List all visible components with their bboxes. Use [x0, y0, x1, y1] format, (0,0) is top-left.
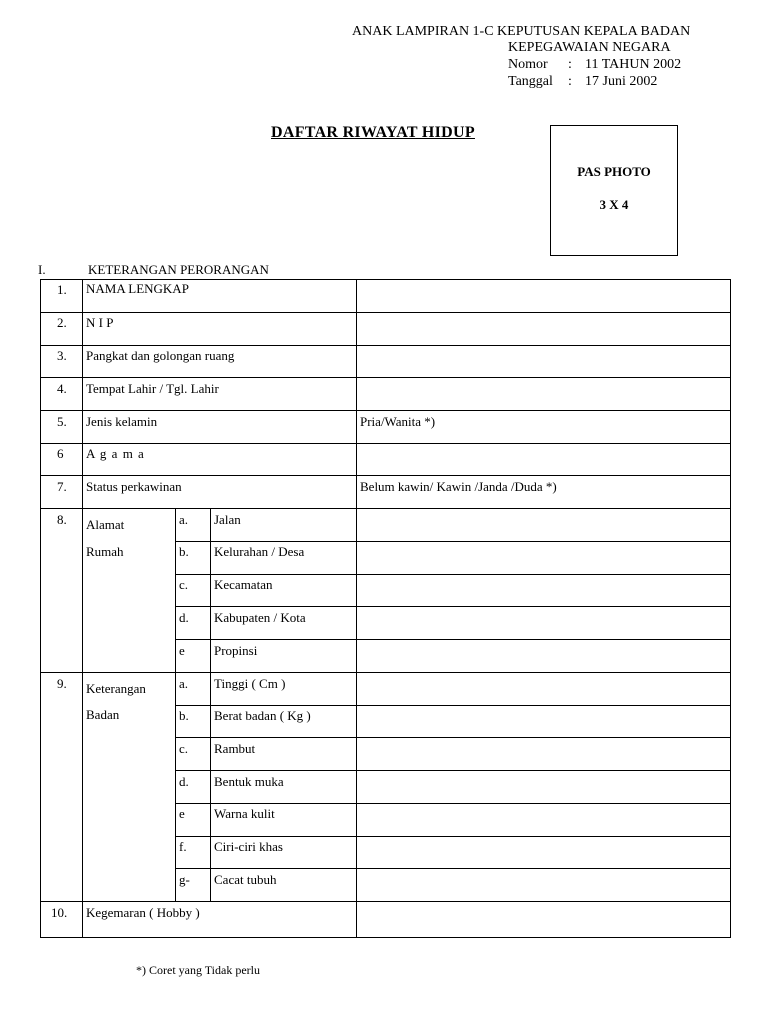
sub-label-tinggi: Tinggi ( Cm ) — [214, 676, 286, 691]
row-divider — [175, 770, 730, 771]
photo-size: 3 X 4 — [599, 197, 629, 212]
row-divider — [40, 410, 730, 411]
row-divider — [40, 672, 730, 673]
header-line-2: KEPEGAWAIAN NEGARA — [508, 40, 671, 55]
sub-label-kabupaten: Kabupaten / Kota — [214, 610, 306, 625]
sub-label-ciri-khas: Ciri-ciri khas — [214, 839, 283, 854]
row-divider — [175, 803, 730, 804]
column-divider — [175, 508, 176, 901]
row-divider — [40, 475, 730, 476]
photo-box — [550, 125, 678, 256]
photo-label: PAS PHOTO — [577, 164, 651, 179]
row-divider — [40, 443, 730, 444]
row-number: 3. — [57, 348, 67, 363]
sub-letter: d. — [179, 610, 189, 625]
row-divider — [40, 345, 730, 346]
sub-label-cacat-tubuh: Cacat tubuh — [214, 872, 277, 887]
sub-label-rambut: Rambut — [214, 741, 256, 756]
row-divider — [40, 508, 730, 509]
row-label-pangkat: Pangkat dan golongan ruang — [86, 348, 235, 363]
gender-options: Pria/Wanita *) — [360, 414, 436, 429]
sub-letter: g- — [179, 872, 190, 887]
row-label-jenis-kelamin: Jenis kelamin — [86, 414, 158, 429]
row-number: 10. — [51, 905, 68, 920]
row-number: 7. — [57, 479, 67, 494]
footnote: *) Coret yang Tidak perlu — [136, 963, 260, 977]
sub-letter: e — [179, 643, 185, 658]
nomor-colon: : — [568, 57, 572, 72]
tanggal-label: Tanggal — [508, 74, 553, 89]
row-number: 4. — [57, 381, 67, 396]
row-divider — [40, 901, 730, 902]
sub-letter: c. — [179, 577, 189, 592]
row-number: 8. — [57, 512, 67, 527]
sub-letter: f. — [179, 839, 187, 854]
row-label-status: Status perkawinan — [86, 479, 182, 494]
nomor-value: 11 TAHUN 2002 — [585, 57, 682, 72]
row-label-nip: N I P — [86, 315, 114, 330]
table-border — [40, 937, 731, 938]
tanggal-colon: : — [568, 74, 572, 89]
tanggal-value: 17 Juni 2002 — [585, 74, 658, 89]
marital-status-options: Belum kawin/ Kawin /Janda /Duda *) — [360, 479, 557, 494]
sub-label-berat: Berat badan ( Kg ) — [214, 708, 311, 723]
sub-letter: b. — [179, 708, 189, 723]
sub-label-warna-kulit: Warna kulit — [214, 806, 275, 821]
column-divider — [210, 508, 211, 901]
sub-letter: a. — [179, 676, 189, 691]
sub-letter: c. — [179, 741, 189, 756]
row-number: 5. — [57, 414, 67, 429]
row-label-tempat-lahir: Tempat Lahir / Tgl. Lahir — [86, 381, 219, 396]
column-divider — [356, 508, 357, 901]
row-number: 2. — [57, 315, 67, 330]
sub-label-propinsi: Propinsi — [214, 643, 258, 658]
row-divider — [175, 868, 730, 869]
header-line-1: ANAK LAMPIRAN 1-C KEPUTUSAN KEPALA BADAN — [352, 24, 691, 39]
row-divider — [175, 606, 730, 607]
row-divider — [175, 737, 730, 738]
column-divider — [356, 901, 357, 937]
row-divider — [175, 639, 730, 640]
sub-label-kecamatan: Kecamatan — [214, 577, 273, 592]
row-divider — [175, 836, 730, 837]
sub-letter: b. — [179, 544, 189, 559]
nomor-label: Nomor — [508, 57, 548, 72]
row-label-nama: NAMA LENGKAP — [86, 281, 189, 296]
sub-letter: e — [179, 806, 185, 821]
row-number: 9. — [57, 676, 67, 691]
row-label-agama: A g a m a — [86, 446, 145, 461]
alamat-label: Alamat — [86, 517, 125, 532]
row-divider — [175, 541, 730, 542]
document-title: DAFTAR RIWAYAT HIDUP — [271, 124, 475, 141]
section-title: KETERANGAN PERORANGAN — [88, 262, 269, 277]
table-border — [40, 279, 41, 937]
sub-label-jalan: Jalan — [214, 512, 241, 527]
row-divider — [175, 705, 730, 706]
badan-label: Badan — [86, 707, 120, 722]
table-border — [730, 279, 731, 937]
sub-letter: d. — [179, 774, 189, 789]
row-divider — [40, 312, 730, 313]
row-divider — [40, 377, 730, 378]
column-divider — [82, 279, 83, 937]
table-border — [40, 279, 730, 280]
row-number: 6 — [57, 446, 64, 461]
sub-letter: a. — [179, 512, 189, 527]
row-label-hobby: Kegemaran ( Hobby ) — [86, 905, 200, 920]
sub-label-bentuk-muka: Bentuk muka — [214, 774, 284, 789]
alamat-label: Rumah — [86, 544, 124, 559]
column-divider — [356, 279, 357, 508]
row-divider — [175, 574, 730, 575]
badan-label: Keterangan — [86, 681, 146, 696]
row-number: 1. — [57, 282, 67, 297]
section-number: I. — [38, 262, 46, 277]
sub-label-kelurahan: Kelurahan / Desa — [214, 544, 305, 559]
